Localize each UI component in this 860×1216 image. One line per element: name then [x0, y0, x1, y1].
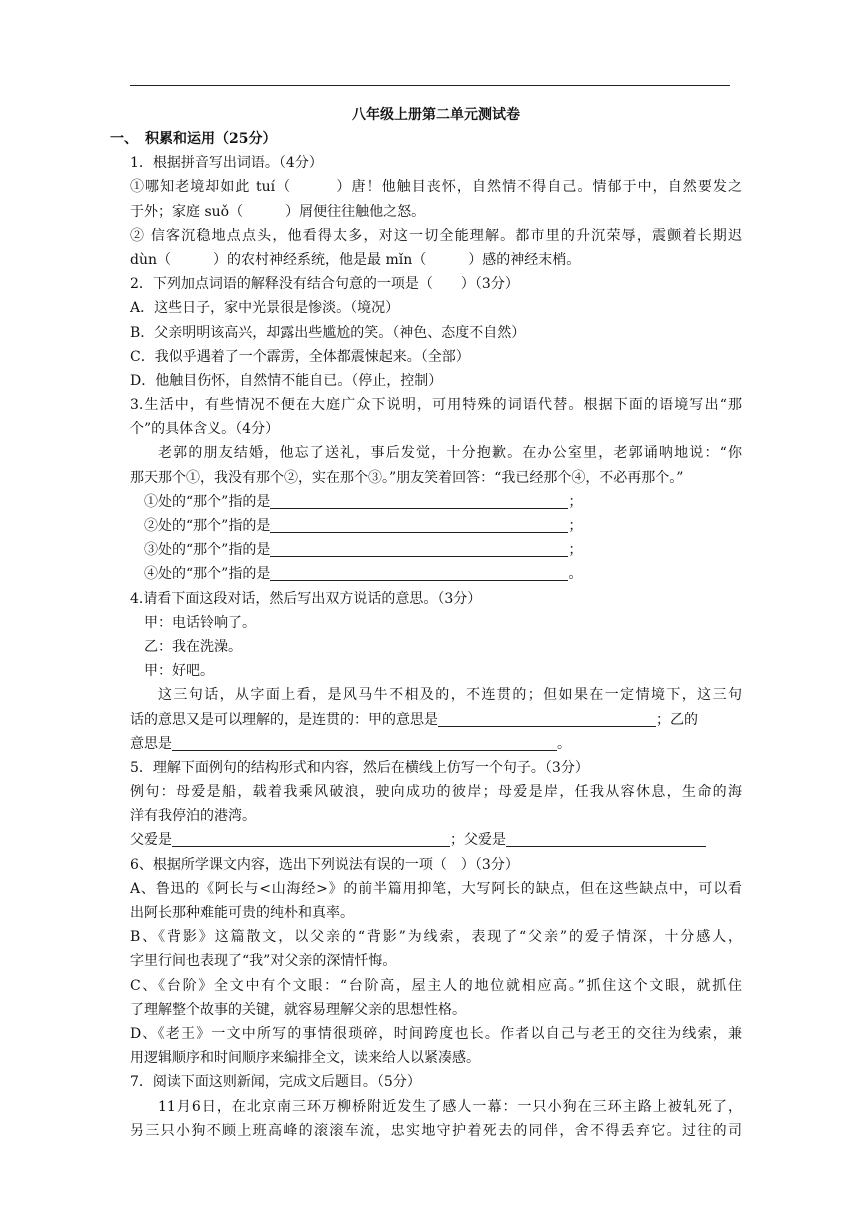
q4-passage — [130, 732, 742, 756]
q4-dialogue: 甲：好吧。 — [144, 663, 214, 680]
q5-fill — [130, 828, 742, 852]
q6-option-a: A、鲁迅的《阿长与<山海经>》的前半篇用抑笔，大写阿长的缺点，但在这些缺点中，可以看 — [130, 880, 742, 897]
answer-blank[interactable] — [270, 492, 568, 509]
section-heading: 一、 积累和运用（25分） — [110, 131, 277, 147]
q3-item-label: ①处的“那个”指的是 — [144, 493, 271, 510]
q3-passage: 那天那个①，我没有那个②，实在那个③。”朋友笑着回答：“我已经那个④，不必再那个。” — [130, 469, 684, 486]
header-rule — [130, 85, 730, 86]
answer-blank[interactable] — [438, 710, 656, 727]
punctuation: ； — [568, 518, 583, 534]
q3-item-3 — [130, 538, 742, 562]
q4-text: 意思是 — [130, 735, 172, 752]
answer-blank[interactable] — [270, 516, 568, 533]
q1-heading: 1．根据拼音写出词语。（4分） — [130, 155, 323, 172]
q1-line: ② 信客沉稳地点点头，他看得太多，对这一切全能理解。都市里的升沉荣辱，震颤着长期迟 — [130, 227, 742, 244]
q6-option-b: 字里行间也表现了“我”对父亲的深情忏悔。 — [130, 953, 397, 970]
q6-option-b: B、《背影》这篇散文，以父亲的“背影”为线索，表现了“父亲”的爱子情深，十分感人， — [130, 929, 742, 946]
q6-heading: 6、根据所学课文内容，选出下列说法有误的一项（ ）（3分） — [130, 856, 519, 873]
q6-option-c: 了理解整个故事的关键，就容易理解父亲的思想性格。 — [130, 1001, 466, 1018]
punctuation: ； — [568, 493, 583, 510]
q4-dialogue: 乙：我在洗澡。 — [144, 638, 242, 655]
q3-heading-cont: 个”的具体含义。（4分） — [130, 421, 280, 438]
punctuation: ； — [568, 542, 583, 559]
q4-passage: 这三句话，从字面上看，是风马牛不相及的，不连贯的；但如果在一定情境下，这三句 — [158, 687, 742, 704]
q3-item-label: ④处的“那个”指的是 — [144, 566, 271, 583]
q5-example: 例句：母爱是船，载着我乘风破浪，驶向成功的彼岸；母爱是岸，任我从容休息，生命的海 — [130, 784, 742, 801]
q1-line: ①哪知老境却如此 tuí（ ）唐！他触目丧怀，自然情不得自己。情郁于中，自然要发之 — [130, 179, 742, 196]
q3-heading: 3.生活中，有些情况不便在大庭广众下说明，可用特殊的词语代替。根据下面的语境写出“那 — [130, 397, 742, 414]
answer-blank[interactable] — [172, 734, 557, 751]
answer-blank[interactable] — [270, 540, 568, 557]
q1-line: dùn（ ）的农村神经系统，他是最 mǐn（ ）感的神经末梢。 — [130, 251, 581, 268]
q3-item-label: ②处的“那个”指的是 — [144, 518, 271, 534]
q3-item-label: ③处的“那个”指的是 — [144, 542, 271, 559]
answer-blank[interactable] — [506, 830, 706, 847]
q3-item-1 — [130, 490, 742, 514]
q4-passage — [130, 708, 742, 732]
q5-example: 洋有我停泊的港湾。 — [130, 808, 256, 825]
answer-blank[interactable] — [172, 830, 450, 847]
q3-item-2 — [130, 514, 742, 538]
q7-heading: 7．阅读下面这则新闻，完成文后题目。（5分） — [130, 1074, 421, 1091]
q3-passage: 老郭的朋友结婚，他忘了送礼，事后发觉，十分抱歉。在办公室里，老郭诵呐地说：“你 — [158, 445, 742, 462]
q2-option-d: D．他触目伤怀，自然情不能自已。（停止，控制） — [130, 372, 443, 389]
q4-heading: 4.请看下面这段对话，然后写出双方说话的意思。（3分） — [130, 590, 482, 607]
q4-text: 话的意思又是可以理解的，是连贯的：甲的意思是 — [130, 711, 438, 728]
q6-option-d: 用逻辑顺序和时间顺序来编排全文，读来给人以紧凑感。 — [130, 1050, 480, 1067]
answer-blank[interactable] — [270, 564, 568, 581]
punctuation: 。 — [568, 566, 583, 583]
q5-text: ；父爱是 — [450, 832, 506, 849]
q4-dialogue: 甲：电话铃响了。 — [144, 614, 256, 631]
q3-item-4 — [130, 562, 742, 586]
q2-option-c: C．我似乎遇着了一个霹雳，全体都震悚起来。（全部） — [130, 348, 470, 365]
q5-text: 父爱是 — [130, 832, 172, 849]
q5-heading: 5．理解下面例句的结构形式和内容，然后在横线上仿写一个句子。（3分） — [130, 759, 589, 776]
q4-text: ；乙的 — [656, 711, 698, 728]
q6-option-a: 出阿长那种难能可贵的纯朴和真率。 — [130, 905, 354, 921]
q2-option-b: B．父亲明明该高兴，却露出些尴尬的笑。（神色、态度不自然） — [130, 324, 526, 341]
q7-passage: 另三只小狗不顾上班高峰的滚滚车流，忠实地守护着死去的同伴，舍不得丢弃它。过往的司 — [130, 1122, 742, 1139]
q7-passage: 11月6日，在北京南三环万柳桥附近发生了感人一幕：一只小狗在三环主路上被轧死了， — [158, 1098, 742, 1115]
q2-heading: 2．下列加点词语的解释没有结合句意的一项是（ ）（3分） — [130, 276, 519, 293]
exam-content — [110, 103, 742, 1143]
q6-option-c: C、《台阶》全文中有个文眼：“台阶高，屋主人的地位就相应高。”抓住这个文眼，就抓住 — [130, 977, 742, 994]
q1-line: 于外；家庭 suǒ（ ）屑便往往触他之怒。 — [130, 203, 426, 220]
q4-text: 。 — [557, 735, 571, 752]
q2-option-a: A．这些日子，家中光景很是惨淡。（境况） — [130, 300, 400, 317]
q6-option-d: D、《老王》一文中所写的事情很琐碎，时间跨度也长。作者以自己与老王的交往为线索，兼 — [130, 1025, 742, 1042]
page-title: 八年级上册第二单元测试卷 — [352, 107, 520, 123]
